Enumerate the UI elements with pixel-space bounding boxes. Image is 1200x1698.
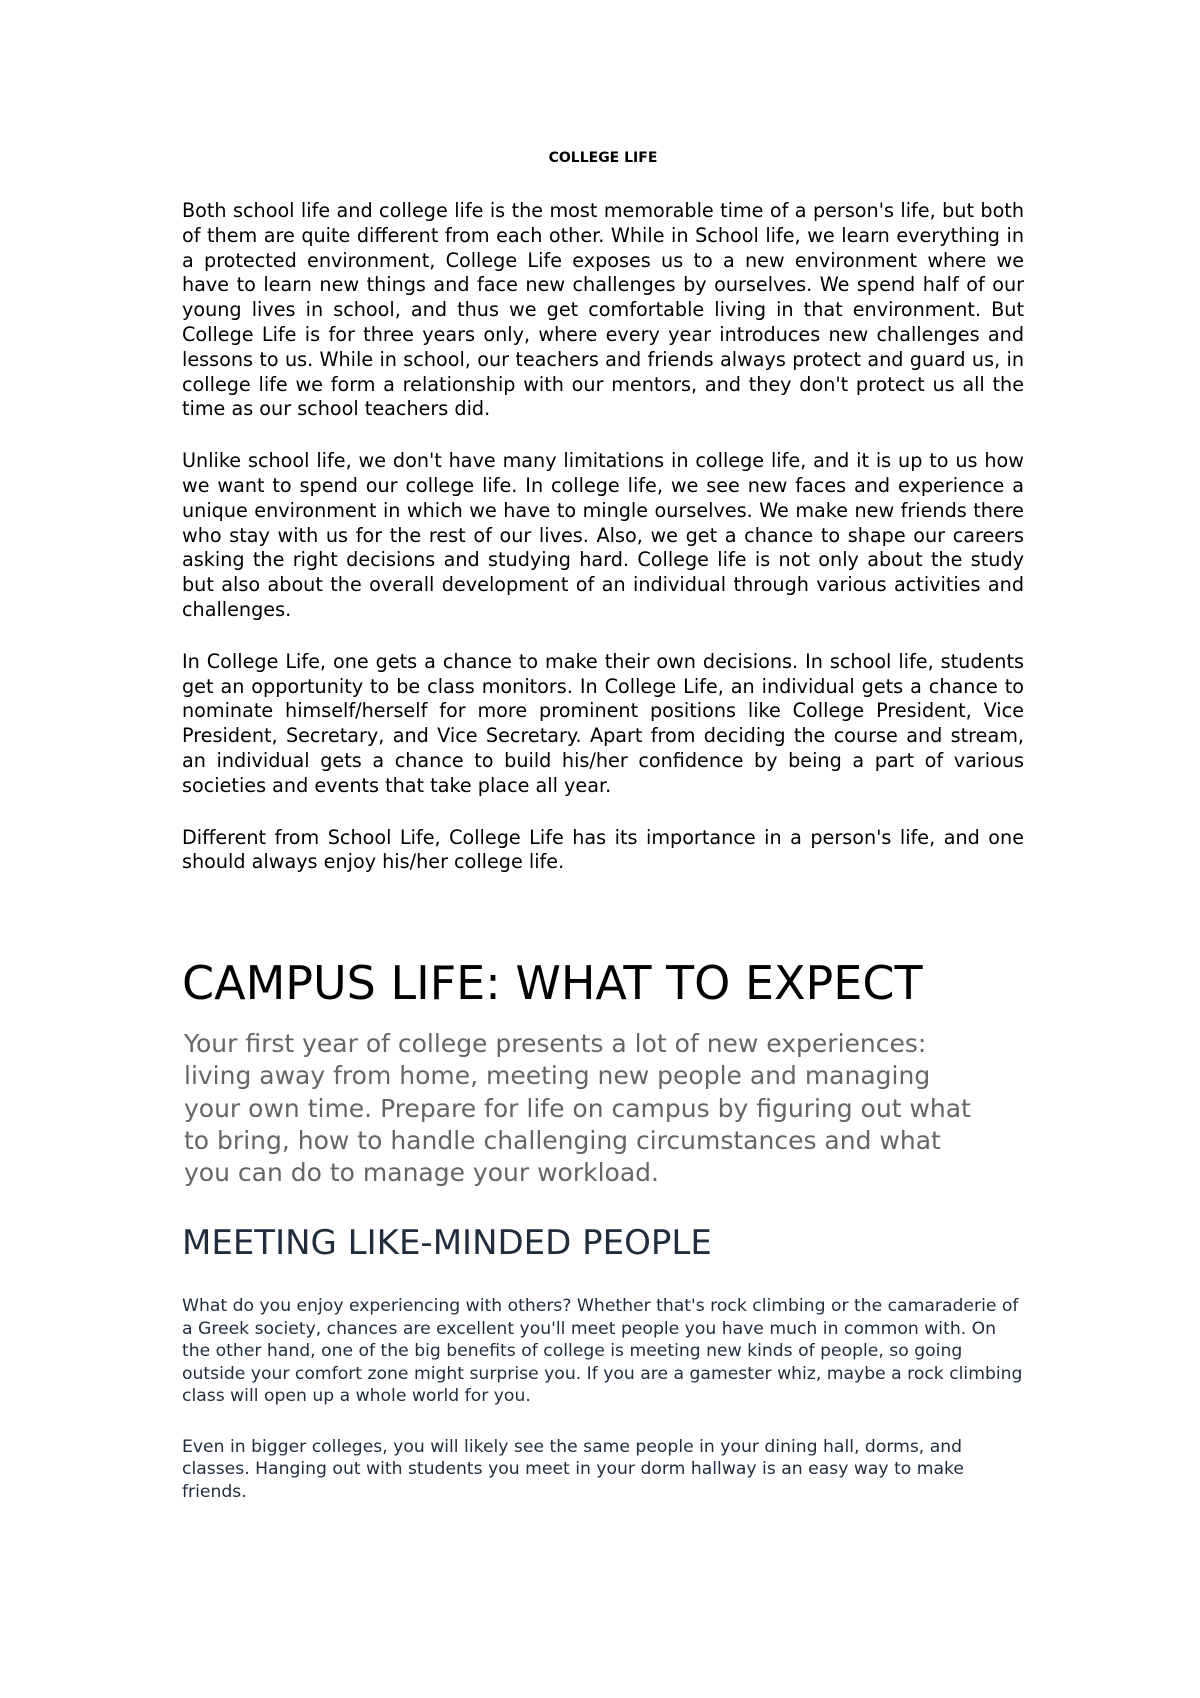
lead-paragraph: Your first year of college presents a lot of new experiences: living away from home, meeting new people and managing your own time. Prepare for life on campus by figuring out what to bring, how to handle challenging circumstances and what you can do to manage your workload. [184, 1029, 971, 1188]
essay-body [182, 199, 1024, 902]
meeting-people-paragraph: Even in bigger colleges, you will likely see the same people in your dining hall, dorms, and classes. Hanging out with students you meet in your dorm hallway is an easy way to make friends. [182, 1436, 964, 1502]
document-title: COLLEGE LIFE [548, 150, 658, 166]
essay-paragraph: Both school life and college life is the most memorable time of a person's life, but both of them are quite different from each other. While in School life, we learn everything in a protected environment, College Life exposes us to a new environment where we have to learn new things and face new challenges by ourselves. We spend half of our young lives in school, and thus we get comfortable living in that environment. But College Life is for three years only, where every year introduces new challenges and lessons to us. While in school, our teachers and friends always protect and guard us, in college life we form a relationship with our mentors, and they don't protect us all the time as our school teachers did. [182, 199, 1024, 421]
essay-paragraph: Unlike school life, we don't have many limitations in college life, and it is up to us how we want to spend our college life. In college life, we see new faces and experience a unique environment in which we have to mingle ourselves. We make new friends there who stay with us for the rest of our lives. Also, we get a chance to shape our careers asking the right decisions and studying hard. College life is not only about the study but also about the overall development of an individual through various activities and challenges. [182, 449, 1024, 621]
meeting-people-body [182, 1295, 1024, 1531]
essay-paragraph: Different from School Life, College Life has its importance in a person's life, and one should always enjoy his/her college life. [182, 825, 1024, 874]
meeting-people-paragraph: What do you enjoy experiencing with others? Whether that's rock climbing or the camaraderie of a Greek society, chances are excellent you'll meet people you have much in common with. On the other hand, one of the big benefits of college is meeting new kinds of people, so going outside your comfort zone might surprise you. If you are a gamester whiz, maybe a rock climbing class will open up a whole world for you. [182, 1296, 1023, 1406]
subheading-meeting-people: MEETING LIKE-MINDED PEOPLE [182, 1223, 712, 1263]
essay-paragraph: In College Life, one gets a chance to make their own decisions. In school life, students get an opportunity to be class monitors. In College Life, an individual gets a chance to nominate himself/herself for more prominent positions like College President, Vice President, Secretary, and Vice Secretary. Apart from deciding the course and stream, an individual gets a chance to build his/her confidence by being a part of various societies and events that take place all year. [182, 649, 1024, 797]
section-heading-campus-life: CAMPUS LIFE: WHAT TO EXPECT [182, 956, 923, 1010]
